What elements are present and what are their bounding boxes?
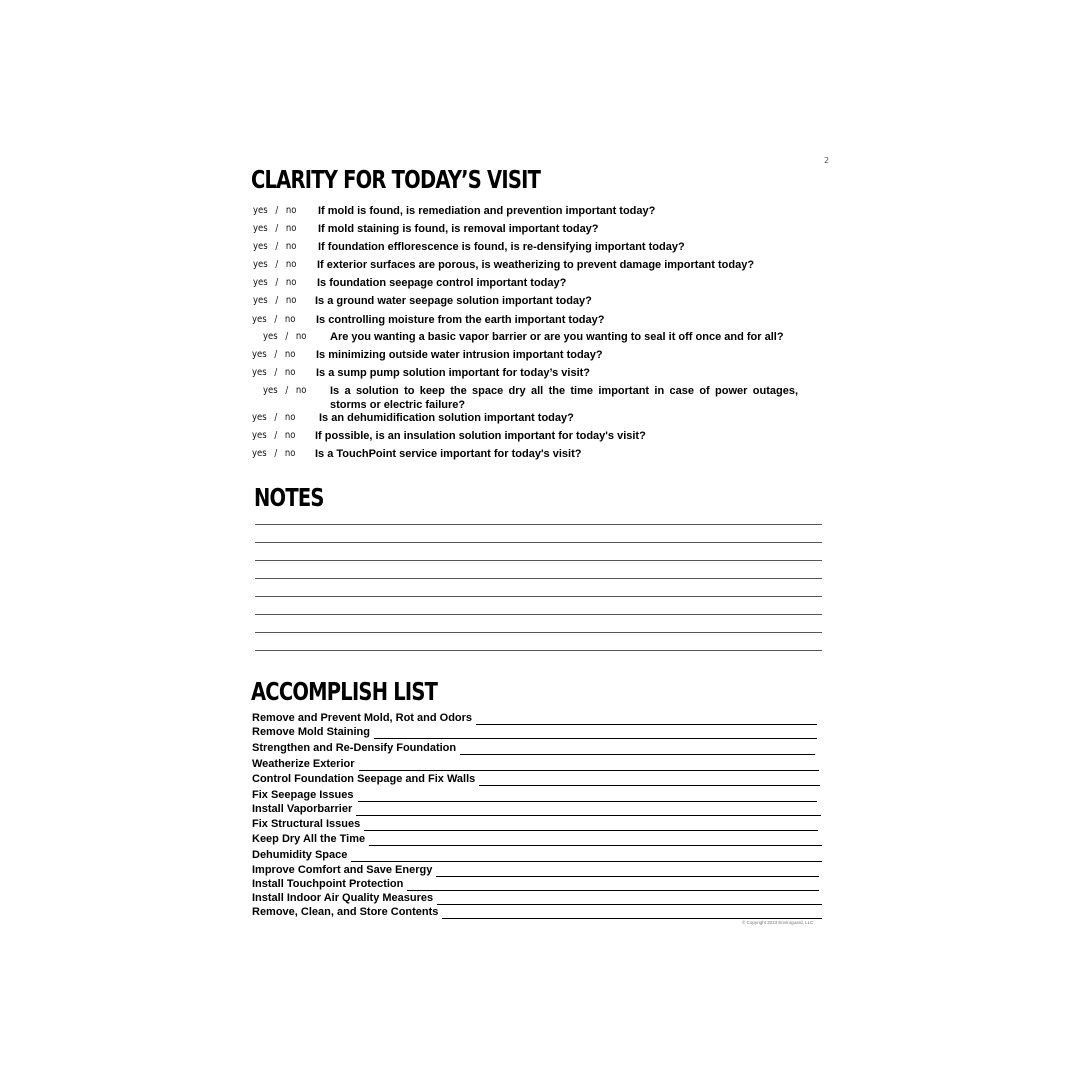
no-option[interactable]: no — [285, 277, 297, 288]
accomplish-fill-line[interactable] — [358, 792, 818, 802]
yes-option[interactable]: yes — [253, 295, 268, 306]
no-option[interactable]: no — [295, 385, 307, 396]
question-text: If exterior surfaces are porous, is weatherizing to prevent damage important today? — [317, 259, 755, 271]
yes-no-separator: / — [274, 314, 278, 325]
no-option[interactable]: no — [284, 367, 296, 378]
no-option[interactable]: no — [285, 241, 297, 252]
yes-no-separator: / — [275, 241, 279, 252]
question-row — [263, 330, 784, 344]
accomplish-item — [252, 849, 822, 862]
note-line[interactable] — [255, 560, 822, 561]
no-option[interactable]: no — [284, 412, 296, 423]
no-option[interactable]: no — [295, 331, 307, 342]
yes-option[interactable]: yes — [253, 241, 268, 252]
question-row — [252, 313, 604, 327]
accomplish-fill-line[interactable] — [442, 909, 822, 919]
accomplish-item — [252, 789, 817, 802]
note-line[interactable] — [255, 596, 822, 597]
yes-no-separator: / — [285, 385, 289, 396]
accomplish-item-label: Keep Dry All the Time — [252, 833, 366, 845]
question-text: Is foundation seepage control important today? — [317, 277, 567, 289]
accomplish-item-label: Fix Structural Issues — [252, 818, 361, 830]
accomplish-item — [252, 818, 818, 831]
accomplish-item-label: Improve Comfort and Save Energy — [252, 864, 433, 876]
yes-no-separator: / — [275, 277, 279, 288]
note-line[interactable] — [255, 542, 822, 543]
accomplish-fill-line[interactable] — [437, 895, 822, 905]
page-number: 2 — [824, 156, 830, 165]
accomplish-item — [252, 712, 817, 725]
accomplish-fill-line[interactable] — [359, 761, 819, 771]
question-row — [252, 429, 646, 443]
question-row — [252, 447, 581, 461]
yes-option[interactable]: yes — [252, 367, 267, 378]
accomplish-heading: ACCOMPLISH LIST — [251, 677, 438, 706]
note-line[interactable] — [255, 578, 822, 579]
yes-option[interactable]: yes — [253, 277, 268, 288]
no-option[interactable]: no — [284, 349, 296, 360]
question-row — [253, 276, 566, 290]
no-option[interactable]: no — [285, 295, 297, 306]
yes-no-choice[interactable] — [253, 294, 306, 308]
no-option[interactable]: no — [285, 205, 297, 216]
question-row — [253, 204, 655, 218]
question-text: If mold staining is found, is removal important today? — [318, 223, 599, 235]
accomplish-item-label: Remove and Prevent Mold, Rot and Odors — [252, 712, 473, 724]
yes-no-separator: / — [275, 295, 279, 306]
yes-no-separator: / — [285, 331, 289, 342]
accomplish-item — [252, 742, 815, 755]
accomplish-fill-line[interactable] — [351, 852, 822, 862]
question-text: Is a TouchPoint service important for today's visit? — [315, 448, 582, 460]
note-line[interactable] — [255, 632, 822, 633]
yes-no-choice[interactable] — [252, 366, 306, 380]
accomplish-item-label: Control Foundation Seepage and Fix Walls — [252, 773, 476, 785]
accomplish-fill-line[interactable] — [364, 821, 818, 831]
yes-no-choice[interactable] — [252, 348, 306, 362]
yes-no-separator: / — [275, 223, 279, 234]
yes-no-choice[interactable] — [253, 204, 308, 218]
yes-option[interactable]: yes — [252, 412, 267, 423]
question-text: Are you wanting a basic vapor barrier or are you wanting to seal it off once and for all? — [330, 331, 784, 343]
question-row — [263, 384, 798, 412]
accomplish-item — [252, 878, 819, 891]
yes-no-separator: / — [275, 205, 279, 216]
yes-option[interactable]: yes — [252, 349, 267, 360]
accomplish-fill-line[interactable] — [369, 836, 822, 846]
question-text: Is an dehumidification solution important today? — [319, 412, 574, 424]
accomplish-item-label: Install Vaporbarrier — [252, 803, 353, 815]
yes-no-separator: / — [274, 367, 278, 378]
yes-option[interactable]: yes — [252, 448, 267, 459]
accomplish-item-label: Remove Mold Staining — [252, 726, 370, 738]
yes-option[interactable]: yes — [263, 385, 278, 396]
accomplish-fill-line[interactable] — [479, 776, 820, 786]
no-option[interactable]: no — [285, 259, 297, 270]
question-row — [252, 348, 603, 362]
question-text: If foundation efflorescence is found, is re-densifying important today? — [318, 241, 685, 253]
yes-no-choice[interactable] — [252, 429, 306, 443]
accomplish-fill-line[interactable] — [374, 729, 817, 739]
question-row — [253, 240, 685, 254]
accomplish-item — [252, 864, 819, 877]
yes-no-choice[interactable] — [252, 313, 306, 327]
question-row — [253, 294, 592, 308]
accomplish-fill-line[interactable] — [407, 881, 819, 891]
accomplish-item — [252, 726, 817, 739]
accomplish-item-label: Weatherize Exterior — [252, 758, 355, 770]
yes-no-separator: / — [274, 448, 278, 459]
no-option[interactable]: no — [285, 223, 297, 234]
question-row — [253, 222, 599, 236]
accomplish-item-label: Install Indoor Air Quality Measures — [252, 892, 434, 904]
question-row — [253, 258, 754, 272]
accomplish-item-label: Strengthen and Re-Densify Foundation — [252, 742, 457, 754]
question-text: Is a ground water seepage solution important today? — [315, 295, 592, 307]
accomplish-item — [252, 773, 820, 786]
yes-no-choice[interactable] — [263, 330, 320, 344]
accomplish-item-label: Remove, Clean, and Store Contents — [252, 906, 439, 918]
question-text: If possible, is an insulation solution important for today's visit? — [315, 430, 646, 442]
yes-no-separator: / — [274, 412, 278, 423]
yes-option[interactable]: yes — [253, 205, 268, 216]
yes-no-separator: / — [275, 259, 279, 270]
yes-option[interactable]: yes — [252, 430, 267, 441]
yes-no-choice[interactable] — [253, 240, 308, 254]
accomplish-item — [252, 833, 822, 846]
note-line[interactable] — [255, 614, 822, 615]
question-row — [252, 366, 590, 380]
yes-no-separator: / — [274, 430, 278, 441]
accomplish-item-label: Fix Seepage Issues — [252, 789, 354, 801]
yes-option[interactable]: yes — [253, 259, 268, 270]
accomplish-fill-line[interactable] — [460, 745, 815, 755]
no-option[interactable]: no — [284, 448, 296, 459]
yes-no-choice[interactable] — [252, 447, 306, 461]
question-row — [252, 411, 574, 425]
no-option[interactable]: no — [284, 314, 296, 325]
accomplish-item — [252, 892, 822, 905]
yes-option[interactable]: yes — [263, 331, 278, 342]
yes-no-choice[interactable] — [253, 222, 308, 236]
accomplish-fill-line[interactable] — [356, 806, 821, 816]
yes-option[interactable]: yes — [252, 314, 267, 325]
question-text: Is a sump pump solution important for today’s visit? — [316, 367, 591, 379]
question-text: Is minimizing outside water intrusion important today? — [316, 349, 603, 361]
yes-no-choice[interactable] — [253, 276, 307, 290]
question-text: If mold is found, is remediation and prevention important today? — [318, 205, 656, 217]
yes-option[interactable]: yes — [253, 223, 268, 234]
question-text: Is a solution to keep the space dry all the time important in case of power outages, storms or electric failure? — [330, 385, 798, 411]
accomplish-item-label: Dehumidity Space — [252, 849, 348, 861]
yes-no-choice[interactable] — [252, 411, 309, 425]
note-line[interactable] — [255, 650, 822, 651]
accomplish-fill-line[interactable] — [476, 715, 817, 725]
accomplish-item — [252, 803, 821, 816]
accomplish-item — [252, 906, 822, 919]
note-line[interactable] — [255, 524, 822, 525]
clarity-heading: CLARITY FOR TODAY’S VISIT — [251, 165, 541, 194]
accomplish-item — [252, 758, 819, 771]
copyright-notice: © Copyright 2023 Enviroguard, LLC — [742, 920, 814, 925]
yes-no-choice[interactable] — [263, 384, 320, 398]
notes-heading: NOTES — [254, 483, 324, 512]
accomplish-item-label: Install Touchpoint Protection — [252, 878, 404, 890]
yes-no-separator: / — [274, 349, 278, 360]
accomplish-fill-line[interactable] — [436, 867, 819, 877]
no-option[interactable]: no — [284, 430, 296, 441]
yes-no-choice[interactable] — [253, 258, 307, 272]
question-text: Is controlling moisture from the earth important today? — [316, 314, 605, 326]
